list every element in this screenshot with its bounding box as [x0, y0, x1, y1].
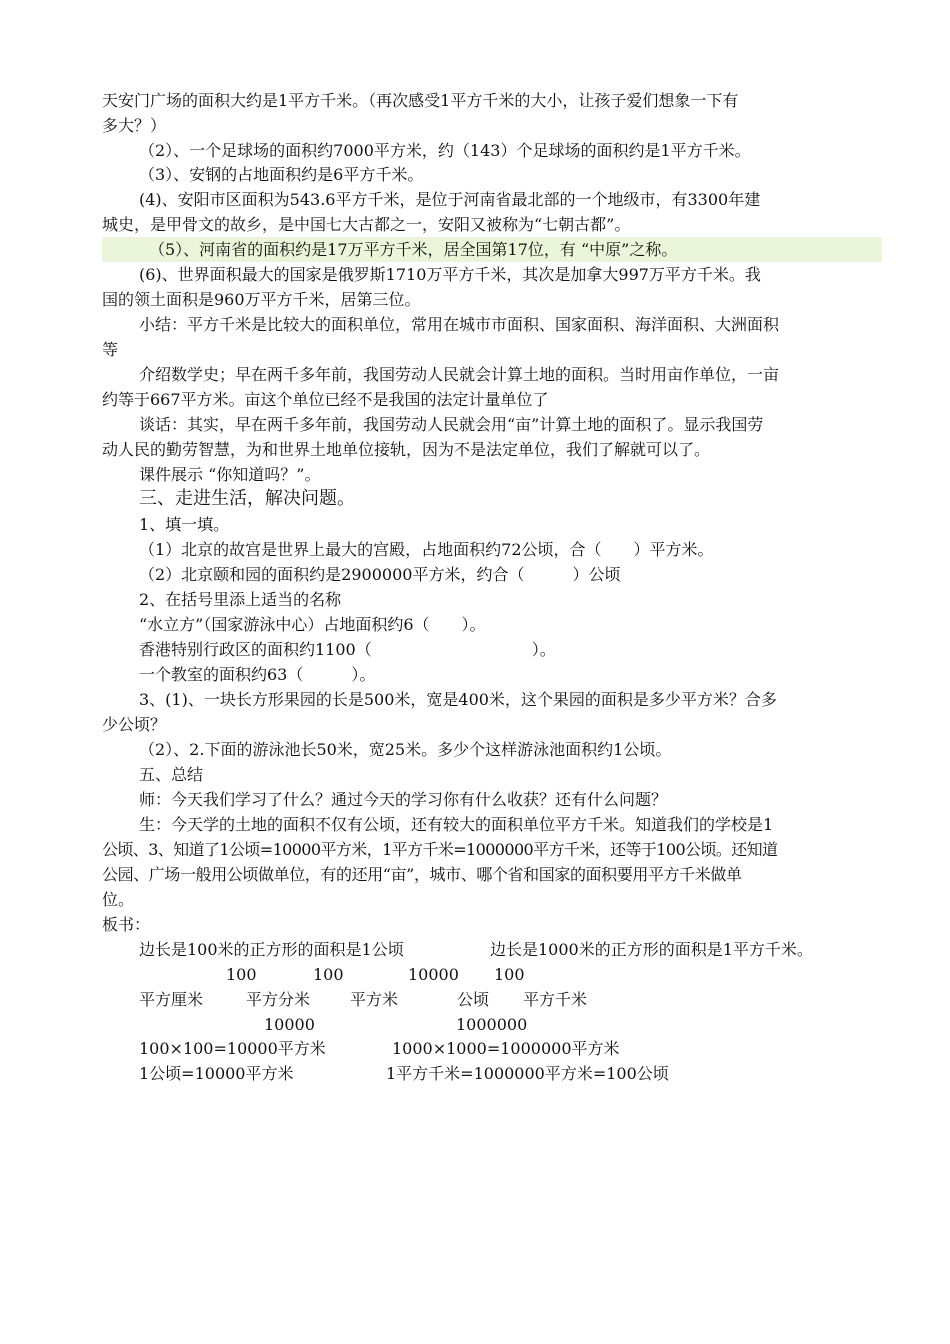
exercise-heading: 1、填一填。: [139, 515, 230, 534]
board-unit: 平方厘米: [139, 990, 204, 1009]
exercise-line: （2）北京颐和园的面积约是2900000平方米，约合（ ）公顷: [139, 565, 621, 584]
paragraph-line: 公园、广场一般用公顷做单位，有的还用“亩”，城市、哪个省和国家的面积要用平方千米做单: [102, 865, 742, 884]
board-calc: 1000×1000=1000000平方米: [392, 1039, 620, 1058]
board-ratio: 100: [313, 965, 344, 984]
board-unit: 平方分米: [246, 990, 311, 1009]
board-heading: 板书：: [102, 915, 151, 934]
exercise-line: “水立方”（国家游泳中心）占地面积约6（ ）。: [139, 615, 486, 634]
paragraph-line: 约等于667平方米。亩这个单位已经不是我国的法定计量单位了: [102, 390, 549, 409]
board-equation: 1公顷=10000平方米: [139, 1064, 294, 1083]
history-line: 介绍数学史；早在两千多年前，我国劳动人民就会计算土地的面积。当时用亩作单位，一亩: [139, 365, 780, 384]
board-ratio: 1000000: [456, 1015, 528, 1034]
board-unit: 平方千米: [523, 990, 588, 1009]
dialog-line: 生：今天学的土地的面积不仅有公顷，还有较大的面积单位平方千米。知道我们的学校是1: [139, 815, 774, 834]
highlighted-line: （5）、河南省的面积约是17万平方千米，居全国第17位，有 “中原”之称。: [102, 237, 882, 262]
exercise-line: 一个教室的面积约63（ ）。: [139, 665, 376, 684]
paragraph-line: 城史，是甲骨文的故乡，是中国七大古都之一，安阳又被称为“七朝古都”。: [102, 215, 631, 234]
paragraph-line: 动人民的勤劳智慧，为和世界土地单位接轨，因为不是法定单位，我们了解就可以了。: [102, 440, 711, 459]
paragraph-line: 课件展示 “你知道吗？”。: [139, 465, 321, 484]
paragraph-line: 公顷、3、知道了1公顷=10000平方米，1平方千米=1000000平方千米，还等于100公顷。还知道: [102, 840, 778, 859]
paragraph-line: （2）、一个足球场的面积约7000平方米，约（143）个足球场的面积约是1平方千米。: [139, 141, 751, 160]
section-heading: 三、走进生活，解决问题。: [139, 488, 355, 509]
exercise-line: 3、(1)、一块长方形果园的长是500米，宽是400米，这个果园的面积是多少平方米？合多: [139, 690, 777, 709]
board-equation: 1平方千米=1000000平方米=100公顷: [386, 1064, 669, 1083]
board-unit: 平方米: [350, 990, 399, 1009]
paragraph-line: 国的领土面积是960万平方千米，居第三位。: [102, 290, 421, 309]
exercise-heading: 2、在括号里添上适当的名称: [139, 590, 342, 609]
board-calc: 100×100=10000平方米: [139, 1039, 326, 1058]
board-left-title: 边长是100米的正方形的面积是1公顷: [139, 940, 404, 959]
talk-line: 谈话：其实，早在两千多年前，我国劳动人民就会用“亩”计算土地的面积了。显示我国劳: [139, 415, 764, 434]
board-right-title: 边长是1000米的正方形的面积是1平方千米。: [490, 940, 813, 959]
board-unit: 公顷: [457, 990, 490, 1009]
paragraph-line: 等: [102, 340, 119, 359]
summary-line: 小结：平方千米是比较大的面积单位，常用在城市市面积、国家面积、海洋面积、大洲面积: [139, 315, 780, 334]
exercise-line: 香港特别行政区的面积约1100（ ）。: [139, 640, 556, 659]
paragraph-line: 天安门广场的面积大约是1平方千米。（再次感受1平方千米的大小，让孩子爱们想象一下有: [102, 91, 739, 110]
paragraph-line: （3）、安钢的占地面积约是6平方千米。: [139, 165, 424, 184]
paragraph-line: 位。: [102, 890, 135, 909]
paragraph-line: (6)、世界面积最大的国家是俄罗斯1710万平方千米，其次是加拿大997万平方千米。我: [139, 265, 761, 284]
exercise-line: （1）北京的故宫是世界上最大的宫殿，占地面积约72公顷，合（ ）平方米。: [139, 540, 714, 559]
board-ratio: 10000: [264, 1015, 315, 1034]
board-ratio: 10000: [408, 965, 459, 984]
board-ratio: 100: [494, 965, 525, 984]
dialog-line: 师：今天我们学习了什么？通过今天的学习你有什么收获？还有什么问题？: [139, 790, 668, 809]
paragraph-line: 多大？）: [102, 116, 167, 135]
board-ratio: 100: [226, 965, 257, 984]
section-heading: 五、总结: [139, 765, 204, 784]
exercise-line: （2）、2.下面的游泳池长50米，宽25米。多少个这样游泳池面积约1公顷。: [139, 740, 672, 759]
exercise-line: 少公顷？: [102, 715, 167, 734]
paragraph-line: (4)、安阳市区面积为543.6平方千米，是位于河南省最北部的一个地级市，有3300年建: [139, 190, 761, 209]
